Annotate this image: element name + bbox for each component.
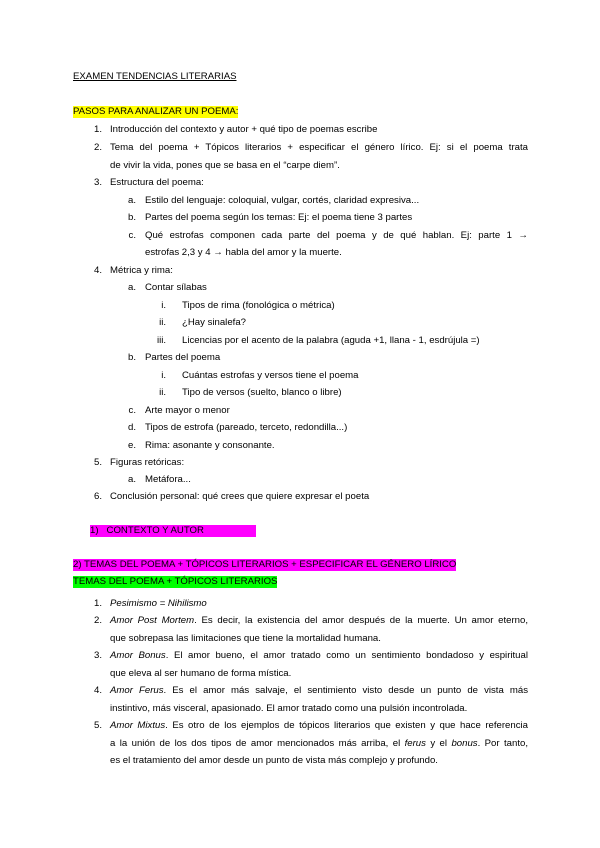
sublist-item-line: Qué estrofas componen cada parte del poema y de qué hablan. Ej: parte 1 → (145, 230, 528, 241)
document-title: EXAMEN TENDENCIAS LITERARIAS (73, 71, 237, 82)
list-item-line: que sobrepasa las limitaciones que tiene la mortalidad humana. (110, 633, 381, 644)
subsublist-item: Cuántas estrofas y versos tiene el poema (182, 370, 359, 381)
list-number: 3. (93, 177, 102, 188)
topic-term: Amor Mixtus (110, 720, 166, 731)
list-number: 1. (93, 598, 102, 609)
sublist-item: Metáfora... (145, 474, 191, 485)
sublist-item: Tipos de estrofa (pareado, terceto, redondilla...) (145, 422, 348, 433)
list-item: Figuras retóricas: (110, 457, 185, 468)
roman-numeral: i. (161, 370, 166, 381)
topic-term: Amor Ferus (110, 685, 164, 696)
list-item-line (110, 650, 528, 662)
text-run: . Por tanto, (477, 738, 528, 749)
sublist-letter: e. (127, 440, 136, 451)
topic-description: . Es decir, la existencia del amor después de la muerte. Un amor eterno, (194, 615, 529, 626)
term-bonus: bonus (451, 738, 478, 749)
list-item-line (110, 738, 528, 750)
list-number: 3. (93, 650, 102, 661)
list-number: 5. (93, 457, 102, 468)
list-item-line: de vivir la vida, pones que se basa en el “carpe diem”. (110, 160, 340, 171)
list-number: 4. (93, 685, 102, 696)
sublist-item: Estilo del lenguaje: coloquial, vulgar, cortés, claridad expresiva... (145, 195, 420, 206)
topic-description: . El amor bueno, el amor tratado como un sentimiento bondadoso y espiritual (165, 650, 528, 661)
list-item-line (110, 615, 528, 627)
text-run: y el (425, 738, 452, 749)
section-temas-heading: 2) TEMAS DEL POEMA + TÓPICOS LITERARIOS + ESPECIFICAR EL GÉNERO LÍRICO (73, 559, 457, 570)
list-item-line: Tema del poema + Tópicos literarios + especificar el género lírico. Ej: si el poema trata (110, 142, 528, 153)
sublist-item-line: estrofas 2,3 y 4 → habla del amor y la muerte. (145, 247, 342, 258)
list-number: 6. (93, 491, 102, 502)
section-contexto-heading (90, 525, 256, 537)
section-number: 1) (90, 525, 99, 536)
sublist-item: Rima: asonante y consonante. (145, 440, 275, 451)
sublist-letter: b. (127, 212, 136, 223)
roman-numeral: i. (161, 300, 166, 311)
term-ferus: ferus (404, 738, 426, 749)
roman-numeral: ii. (159, 387, 166, 398)
sublist-letter: c. (128, 405, 136, 416)
subsublist-item: Tipos de rima (fonológica o métrica) (182, 300, 335, 311)
text-run: a la unión de los dos tipos de amor mencionados más arriba, el (110, 738, 405, 749)
subsublist-item: ¿Hay sinalefa? (182, 317, 246, 328)
list-item: Introducción del contexto y autor + qué tipo de poemas escribe (110, 124, 378, 135)
topic-term: Amor Post Mortem (110, 615, 195, 626)
topic-description: . Es el amor más salvaje, el sentimiento visto desde un punto de vista más (163, 685, 528, 696)
list-number: 2. (93, 142, 102, 153)
list-item-line (110, 685, 528, 697)
section-title: CONTEXTO Y AUTOR (106, 525, 204, 536)
subsublist-item: Licencias por el acento de la palabra (aguda +1, llana - 1, esdrújula =) (182, 335, 480, 346)
roman-numeral: iii. (156, 335, 166, 346)
sublist-item: Arte mayor o menor (145, 405, 230, 416)
topic-term: Pesimismo = Nihilismo (110, 598, 207, 609)
list-number: 4. (93, 265, 102, 276)
pasos-heading: PASOS PARA ANALIZAR UN POEMA: (73, 106, 239, 117)
roman-numeral: ii. (159, 317, 166, 328)
sublist-letter: a. (127, 282, 136, 293)
list-number: 2. (93, 615, 102, 626)
list-item-line: instintivo, más visceral, apasionado. El amor tratado como una pulsión incontrolada. (110, 703, 468, 714)
list-item-line (110, 720, 528, 732)
sublist-item: Contar sílabas (145, 282, 207, 293)
list-number: 1. (93, 124, 102, 135)
sublist-item: Partes del poema (145, 352, 221, 363)
list-item-line: es el tratamiento del amor desde un punto de vista más complejo y profundo. (110, 755, 438, 766)
list-item: Métrica y rima: (110, 265, 173, 276)
list-number: 5. (93, 720, 102, 731)
topic-term: Amor Bonus (110, 650, 166, 661)
sublist-letter: c. (128, 230, 136, 241)
sublist-letter: a. (127, 474, 136, 485)
sublist-letter: d. (127, 422, 136, 433)
list-item: Estructura del poema: (110, 177, 204, 188)
topic-description: . Es otro de los ejemplos de tópicos literarios que existen y que hace referencia (165, 720, 528, 731)
sublist-item: Partes del poema según los temas: Ej: el poema tiene 3 partes (145, 212, 413, 223)
list-item: Conclusión personal: qué crees que quiere expresar el poeta (110, 491, 370, 502)
list-item-line: que eleva al ser humano de forma mística. (110, 668, 292, 679)
subsublist-item: Tipo de versos (suelto, blanco o libre) (182, 387, 342, 398)
section-temas-subheading: TEMAS DEL POEMA + TÓPICOS LITERARIOS (73, 576, 278, 587)
list-item (110, 598, 207, 610)
sublist-letter: a. (127, 195, 136, 206)
sublist-letter: b. (127, 352, 136, 363)
